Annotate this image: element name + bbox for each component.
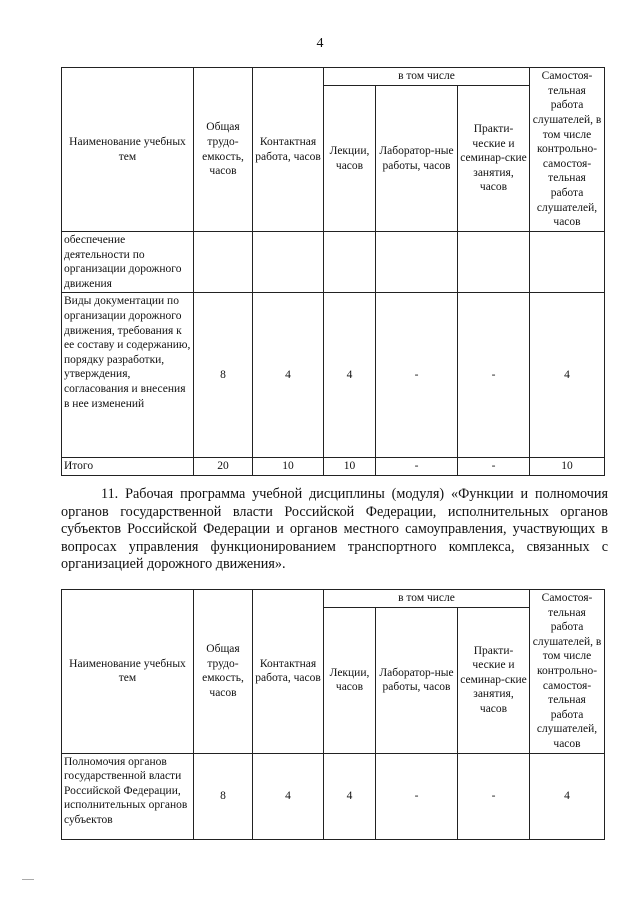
header-practice: Практи-ческие и семинар-ские занятия, часов <box>458 86 530 232</box>
total-hours-cell: 8 <box>194 753 253 839</box>
labs-cell: - <box>376 293 458 458</box>
contact-hours-cell: 10 <box>253 458 324 476</box>
total-label: Итого <box>62 458 194 476</box>
table-row <box>62 753 605 839</box>
contact-hours-cell: 4 <box>253 293 324 458</box>
header-total-hours: Общая трудо-емкость, часов <box>194 590 253 754</box>
header-contact-hours: Контактная работа, часов <box>253 590 324 754</box>
practice-cell <box>458 232 530 293</box>
total-row <box>62 458 605 476</box>
header-contact-hours: Контактная работа, часов <box>253 68 324 232</box>
table-row <box>62 232 605 293</box>
self-study-cell: 4 <box>530 293 605 458</box>
total-hours-cell: 20 <box>194 458 253 476</box>
paragraph-text: 11. Рабочая программа учебной дисциплины (модуля) «Функции и полномочия органов государственной власти Российской Федерации, исполнительных органов субъектов Российской Федерации и органов местного самоуправления, участвующих в вопросах управления функционированием транспортного комплекса, связанных с организацией дорожного движения». <box>61 486 608 572</box>
header-lectures: Лекции, часов <box>324 86 376 232</box>
header-labs: Лаборатор-ные работы, часов <box>376 607 458 753</box>
lectures-cell: 4 <box>324 293 376 458</box>
labs-cell: - <box>376 458 458 476</box>
header-total-hours: Общая трудо-емкость, часов <box>194 68 253 232</box>
practice-cell: - <box>458 458 530 476</box>
table-row <box>62 293 605 458</box>
lectures-cell: 10 <box>324 458 376 476</box>
topic-name-cell: Полномочия органов государственной власти Российской Федерации, исполнительных органов субъектов <box>62 753 194 839</box>
study-topics-table-2 <box>61 589 605 840</box>
header-self-study: Самостоя-тельная работа слушателей, в том числе контрольно-самостоя-тельная работа слушателей, часов <box>530 68 605 232</box>
contact-hours-cell: 4 <box>253 753 324 839</box>
topic-name-cell: обеспечение деятельности по организации дорожного движения <box>62 232 194 293</box>
header-topic-name: Наименование учебных тем <box>62 68 194 232</box>
header-labs: Лаборатор-ные работы, часов <box>376 86 458 232</box>
labs-cell <box>376 232 458 293</box>
practice-cell: - <box>458 293 530 458</box>
contact-hours-cell <box>253 232 324 293</box>
section-11-paragraph <box>61 486 608 574</box>
page-number: 4 <box>316 36 324 51</box>
lectures-cell: 4 <box>324 753 376 839</box>
labs-cell: - <box>376 753 458 839</box>
header-topic-name: Наименование учебных тем <box>62 590 194 754</box>
practice-cell: - <box>458 753 530 839</box>
lectures-cell <box>324 232 376 293</box>
scan-mark-divider <box>22 879 34 880</box>
header-self-study: Самостоя-тельная работа слушателей, в том числе контрольно-самостоя-тельная работа слушателей, часов <box>530 590 605 754</box>
topic-name-cell: Виды документации по организации дорожного движения, требования к ее составу и содержанию, порядку разработки, утверждения, согласования и внесения в нее изменений <box>62 293 194 458</box>
total-hours-cell <box>194 232 253 293</box>
self-study-cell <box>530 232 605 293</box>
self-study-cell: 10 <box>530 458 605 476</box>
header-including-group: в том числе <box>324 590 530 608</box>
total-hours-cell: 8 <box>194 293 253 458</box>
self-study-cell: 4 <box>530 753 605 839</box>
header-including-group: в том числе <box>324 68 530 86</box>
header-practice: Практи-ческие и семинар-ские занятия, часов <box>458 607 530 753</box>
header-lectures: Лекции, часов <box>324 607 376 753</box>
study-topics-table-1 <box>61 67 605 476</box>
